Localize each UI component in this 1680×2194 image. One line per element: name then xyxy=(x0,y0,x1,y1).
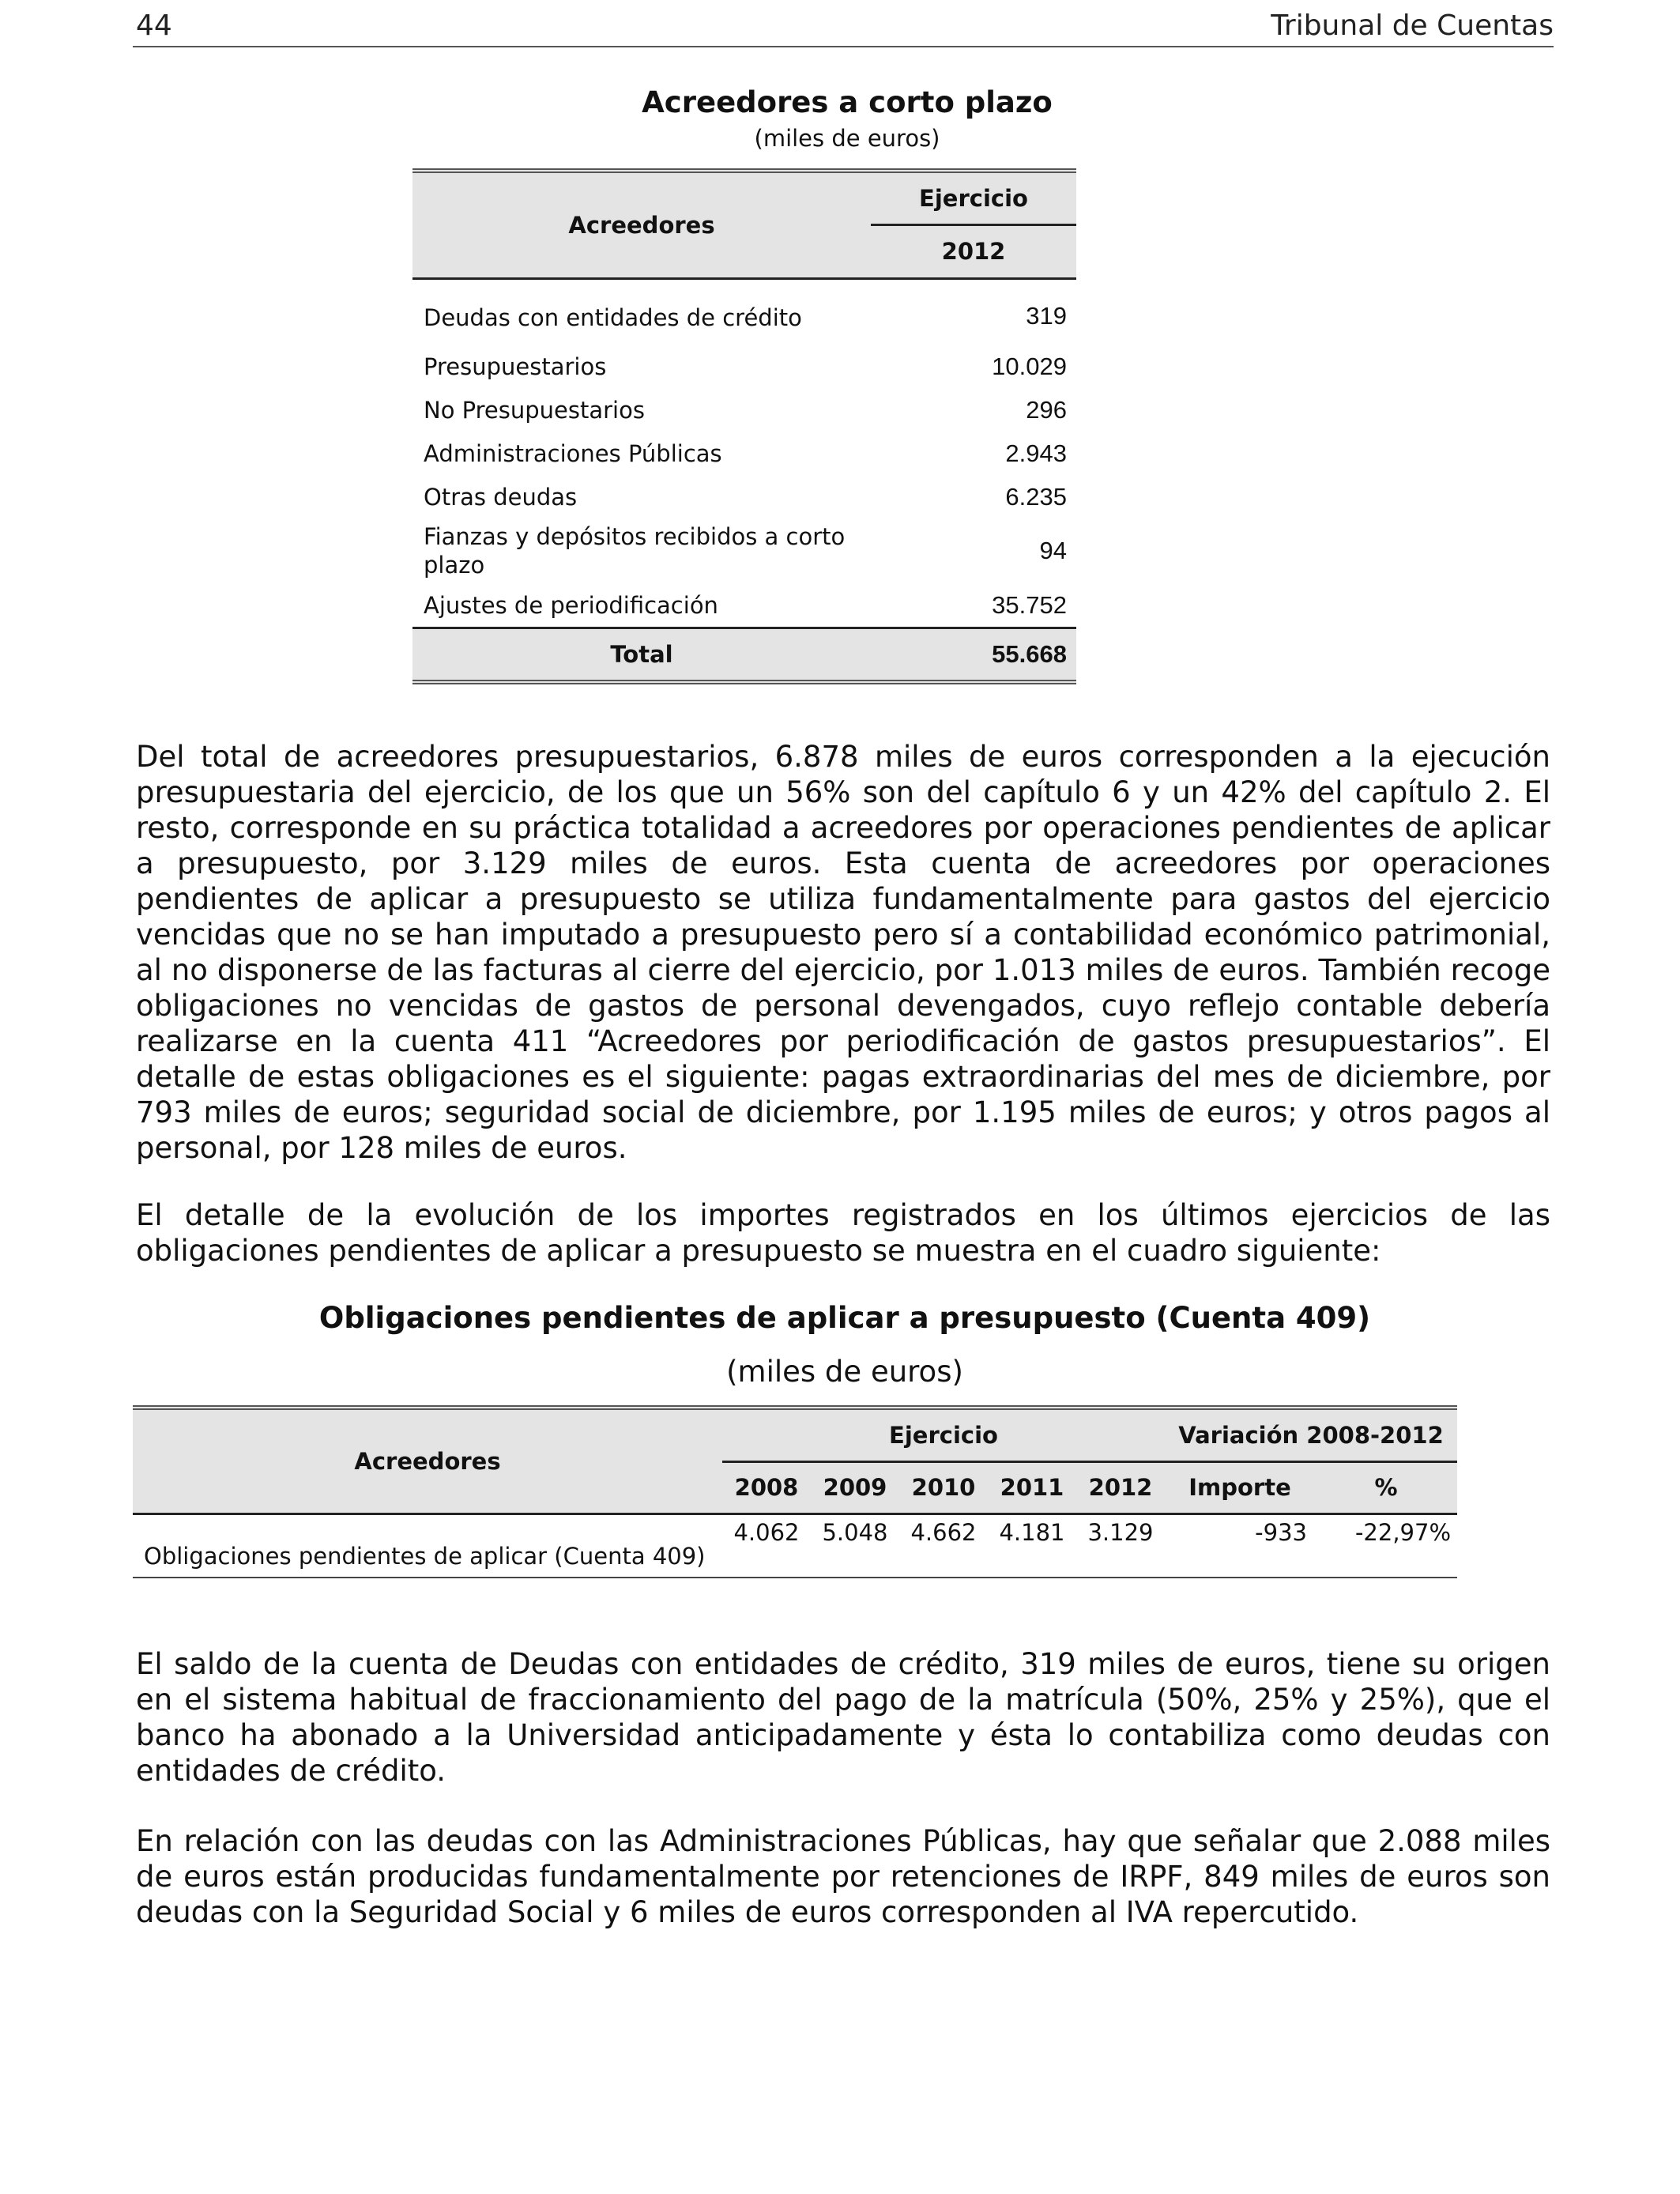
table2-col-year: 2011 xyxy=(1000,1474,1064,1501)
header-rule xyxy=(133,46,1554,47)
paragraph-acreedores-presupuestarios: Del total de acreedores presupuestarios, 6.878 miles de euros corresponden a la ejecución presupuestaria del ejercicio, de los que un 56% son del capítulo 6 y un 42% del capítulo 2. El resto, corresponde en su práctica totalidad a acreedores por operaciones pendientes de aplicar a presupuesto, por 3.129 miles de euros. Esta cuenta de acreedores por operaciones pendientes de aplicar a presupuesto se utiliza fundamentalmente para gastos del ejercicio vencidas que no se han imputado a presupuesto pero sí a contabilidad económico patrimonial, al no disponerse de las facturas al cierre del ejercicio, por 1.013 miles de euros. También recoge obligaciones no vencidas de gastos de personal devengados, cuyo reflejo contable debería realizarse en la cuenta 411 “Acreedores por periodificación de gastos presupuestarios”. El detalle de estas obligaciones es el siguiente: pagas extraordinarias del mes de diciembre, por 793 miles de euros; seguridad social de diciembre, por 1.195 miles de euros; y otros pagos al personal, por 128 miles de euros. xyxy=(136,740,1550,1165)
table2-col-year: 2008 xyxy=(734,1474,799,1501)
paragraph-administraciones-publicas: En relación con las deudas con las Administraciones Públicas, hay que señalar que 2.088 miles de euros están producidas fundamentalmente por retenciones de IRPF, 849 miles de euros son deudas con la Seguridad Social y 6 miles de euros corresponden al IVA repercutido. xyxy=(136,1824,1550,1929)
table-row xyxy=(412,432,1076,475)
table1-header xyxy=(412,168,1076,280)
row-value: 4.662 xyxy=(910,1519,977,1546)
table-acreedores-corto-plazo xyxy=(412,168,1076,684)
table2-header xyxy=(133,1405,1457,1515)
table1-col-year: 2012 xyxy=(941,238,1006,265)
row-value: 296 xyxy=(1026,395,1067,424)
row-label: Otras deudas xyxy=(424,483,578,511)
total-value: 55.668 xyxy=(992,640,1067,668)
paragraph-deudas-entidades-credito: El saldo de la cuenta de Deudas con entidades de crédito, 319 miles de euros, tiene su origen en el sistema habitual de fraccionamiento del pago de la matrícula (50%, 25% y 25%), que el banco ha abonado a la Universidad anticipadamente y ésta lo contabiliza como deudas con entidades de crédito. xyxy=(136,1647,1550,1788)
table-row xyxy=(412,345,1076,388)
row-label: No Presupuestarios xyxy=(424,396,645,424)
table-row xyxy=(412,388,1076,432)
row-pct: -22,97% xyxy=(1354,1519,1451,1546)
row-label: Ajustes de periodificación xyxy=(424,591,718,619)
table-row xyxy=(412,475,1076,518)
table-obligaciones-pendientes xyxy=(133,1405,1457,1578)
page-number: 44 xyxy=(136,9,172,42)
row-value: 35.752 xyxy=(992,590,1067,619)
table2-col-variacion: Variación 2008-2012 xyxy=(1165,1410,1457,1463)
row-label: Administraciones Públicas xyxy=(424,439,722,467)
row-label: Deudas con entidades de crédito xyxy=(424,303,802,331)
table1-title: Acreedores a corto plazo xyxy=(642,85,1053,119)
table2-col-ejercicio: Ejercicio xyxy=(722,1410,1165,1463)
row-value: 4.181 xyxy=(999,1519,1065,1546)
row-label: Obligaciones pendientes de aplicar (Cuenta 409) xyxy=(144,1543,706,1570)
row-value: 5.048 xyxy=(822,1519,888,1546)
row-value: 6.235 xyxy=(1005,482,1067,511)
table2-col-year: 2010 xyxy=(911,1474,976,1501)
row-label: Fianzas y depósitos recibidos a corto plazo xyxy=(424,523,846,579)
table2-col-pct: % xyxy=(1374,1474,1398,1501)
table2-subtitle: (miles de euros) xyxy=(726,1355,963,1389)
row-value: 2.943 xyxy=(1005,439,1067,467)
row-value: 10.029 xyxy=(992,352,1067,380)
table1-subtitle: (miles de euros) xyxy=(754,125,940,152)
row-value: 319 xyxy=(1026,301,1067,330)
running-header-organization: Tribunal de Cuentas xyxy=(1271,9,1554,42)
table2-col-year: 2012 xyxy=(1088,1474,1153,1501)
table-row xyxy=(412,280,1076,345)
table2-col-acreedores: Acreedores xyxy=(354,1448,501,1475)
row-value: 94 xyxy=(1039,537,1067,564)
table2-col-year: 2009 xyxy=(823,1474,887,1501)
row-value: 4.062 xyxy=(733,1519,800,1546)
total-label: Total xyxy=(610,641,673,668)
paragraph-detalle-evolucion: El detalle de la evolución de los importes registrados en los últimos ejercicios de las obligaciones pendientes de aplicar a presupuesto se muestra en el cuadro siguiente: xyxy=(136,1198,1550,1268)
table1-col-acreedores: Acreedores xyxy=(568,212,715,239)
row-importe: -933 xyxy=(1255,1519,1307,1546)
table-row xyxy=(412,518,1076,583)
table-row xyxy=(133,1515,1457,1578)
table2-title: Obligaciones pendientes de aplicar a presupuesto (Cuenta 409) xyxy=(318,1301,1371,1335)
table-row xyxy=(412,583,1076,627)
table1-col-ejercicio: Ejercicio xyxy=(871,173,1076,226)
table1-total-row xyxy=(412,627,1076,684)
row-value: 3.129 xyxy=(1087,1519,1154,1546)
table2-col-importe: Importe xyxy=(1188,1474,1291,1501)
row-label: Presupuestarios xyxy=(424,352,607,380)
